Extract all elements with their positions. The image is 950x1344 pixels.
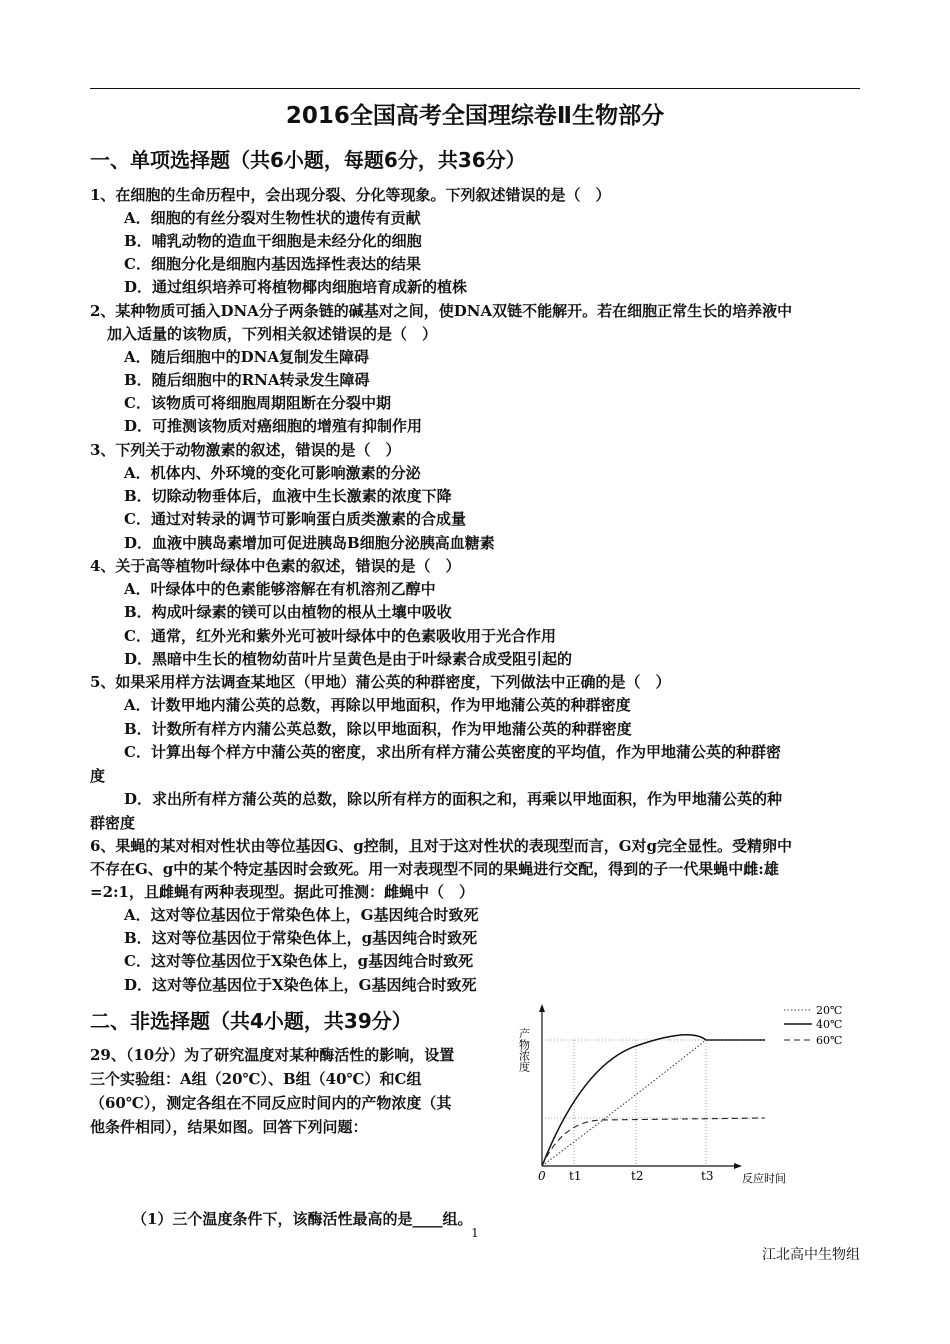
enzyme-product-graph (510, 1000, 855, 1195)
curve-20c (542, 1040, 765, 1166)
question-2-option-d: D．可推测该物质对癌细胞的增殖有抑制作用 (124, 417, 423, 435)
section-heading-1: 一、单项选择题（共6小题，每题6分，共36分） (90, 148, 526, 172)
y-axis-arrow (539, 1004, 545, 1012)
footer-label: 江北高中生物组 (762, 1247, 860, 1263)
question-6-option-a: A．这对等位基因位于常染色体上，G基因纯合时致死 (124, 906, 479, 924)
question-29-line2: 三个实验组：A组（20℃）、B组（40℃）和C组 (90, 1070, 422, 1088)
legend-label-40c: 40℃ (816, 1018, 843, 1031)
question-1-option-d: D．通过组织培养可将植物椰肉细胞培育成新的植株 (124, 278, 468, 296)
question-4-stem: 4、关于高等植物叶绿体中色素的叙述，错误的是（ ） (90, 557, 461, 575)
question-2-option-a: A．随后细胞中的DNA复制发生障碍 (124, 348, 369, 366)
question-6-option-d: D．这对等位基因位于X染色体上，G基因纯合时致死 (124, 976, 477, 994)
section-heading-2: 二、非选择题（共4小题，共39分） (90, 1009, 412, 1033)
tick-t3: t3 (701, 1169, 714, 1183)
question-2-option-c: C．该物质可将细胞周期阻断在分裂中期 (124, 394, 391, 412)
question-3-stem: 3、下列关于动物激素的叙述，错误的是（ ） (90, 441, 401, 459)
question-3-option-a: A．机体内、外环境的变化可影响激素的分泌 (124, 464, 421, 482)
question-5-option-c-line1: C．计算出每个样方中蒲公英的密度，求出所有样方蒲公英密度的平均值，作为甲地蒲公英的种群密 (124, 743, 781, 761)
question-2-option-b: B．随后细胞中的RNA转录发生障碍 (124, 371, 370, 389)
question-5-stem: 5、如果采用样方法调查某地区（甲地）蒲公英的种群密度，下列做法中正确的是（ ） (90, 673, 671, 691)
question-29-line4: 他条件相同），结果如图。回答下列问题： (90, 1118, 368, 1136)
question-1-option-b: B．哺乳动物的造血干细胞是未经分化的细胞 (124, 232, 422, 250)
page-title: 2016全国高考全国理综卷Ⅱ生物部分 (285, 103, 665, 129)
legend-label-20c: 20℃ (816, 1004, 843, 1017)
question-2-stem-line1: 2、某种物质可插入DNA分子两条链的碱基对之间，使DNA双链不能解开。若在细胞正常生长的培养液中 (90, 302, 793, 320)
question-1-stem: 1、在细胞的生命历程中，会出现分裂、分化等现象。下列叙述错误的是（ ） (90, 186, 611, 204)
question-29-line3: （60℃），测定各组在不同反应时间内的产物浓度（其 (90, 1094, 452, 1112)
x-axis-label: 反应时间 (742, 1172, 786, 1185)
origin-label: 0 (538, 1169, 546, 1183)
question-4-option-a: A．叶绿体中的色素能够溶解在有机溶剂乙醇中 (124, 580, 436, 598)
question-29-sub1: （1）三个温度条件下，该酶活性最高的是____组。 (132, 1210, 473, 1228)
question-3-option-d: D．血液中胰岛素增加可促进胰岛B细胞分泌胰高血糖素 (124, 534, 495, 552)
question-5-option-a: A．计数甲地内蒲公英的总数，再除以甲地面积，作为甲地蒲公英的种群密度 (124, 696, 631, 714)
tick-t1: t1 (569, 1169, 582, 1183)
y-axis-label: 产物浓度 (517, 1028, 531, 1072)
legend-label-60c: 60℃ (816, 1034, 843, 1047)
curve-60c (542, 1118, 765, 1166)
tick-t2: t2 (631, 1169, 644, 1183)
question-6-option-c: C．这对等位基因位于X染色体上，g基因纯合时致死 (124, 952, 474, 970)
question-6-stem-line3: =2:1，且雌蝇有两种表现型。据此可推测：雌蝇中（ ） (90, 883, 474, 901)
question-29-line1: 29、（10分）为了研究温度对某种酶活性的影响，设置 (90, 1046, 455, 1064)
question-3-option-c: C．通过对转录的调节可影响蛋白质类激素的合成量 (124, 510, 466, 528)
question-5-option-c-line2: 度 (90, 767, 106, 785)
question-1-option-c: C．细胞分化是细胞内基因选择性表达的结果 (124, 255, 421, 273)
question-3-option-b: B．切除动物垂体后，血液中生长激素的浓度下降 (124, 487, 452, 505)
question-5-option-b: B．计数所有样方内蒲公英总数，除以甲地面积，作为甲地蒲公英的种群密度 (124, 720, 632, 738)
question-6-stem-line1: 6、果蝇的某对相对性状由等位基因G、g控制，且对于这对性状的表现型而言，G对g完全显性。受精卵中 (90, 837, 793, 855)
question-5-option-d-line1: D．求出所有样方蒲公英的总数，除以所有样方的面积之和，再乘以甲地面积，作为甲地蒲公英的种 (124, 790, 783, 808)
header-rule (90, 88, 860, 89)
question-6-stem-line2: 不存在G、g中的某个特定基因时会致死。用一对表现型不同的果蝇进行交配，得到的子一代果蝇中雌:雄 (90, 860, 779, 878)
question-6-option-b: B．这对等位基因位于常染色体上，g基因纯合时致死 (124, 929, 478, 947)
question-4-option-c: C．通常，红外光和紫外光可被叶绿体中的色素吸收用于光合作用 (124, 627, 556, 645)
curve-40c (542, 1035, 765, 1166)
question-1-option-a: A．细胞的有丝分裂对生物性状的遗传有贡献 (124, 209, 421, 227)
question-4-option-b: B．构成叶绿素的镁可以由植物的根从土壤中吸收 (124, 603, 452, 621)
question-2-stem-line2: 加入适量的该物质，下列相关叙述错误的是（ ） (107, 325, 438, 343)
question-4-option-d: D．黑暗中生长的植物幼苗叶片呈黄色是由于叶绿素合成受阻引起的 (124, 650, 573, 668)
question-5-option-d-line2: 群密度 (90, 814, 136, 832)
x-axis-arrow (734, 1163, 742, 1169)
page-number: 1 (471, 1226, 479, 1240)
